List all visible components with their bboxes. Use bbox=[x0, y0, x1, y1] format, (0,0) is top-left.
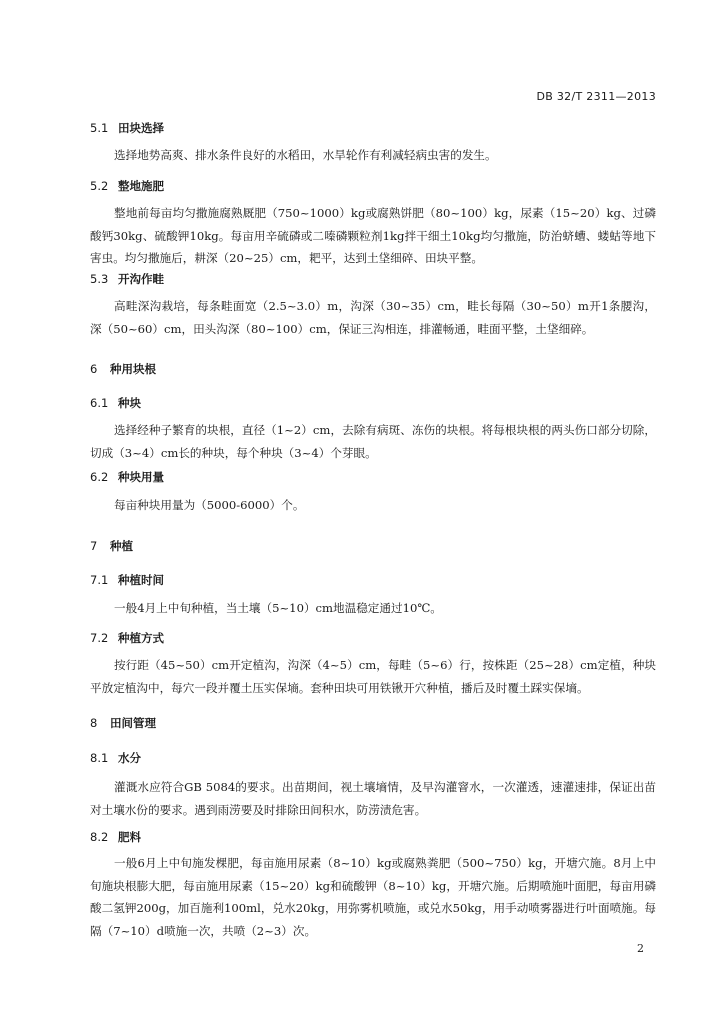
section-heading bbox=[90, 829, 141, 845]
section-number: 5.1 bbox=[90, 121, 109, 135]
section-number: 7.1 bbox=[90, 573, 109, 587]
section-title: 种块 bbox=[118, 396, 141, 410]
chapter-title: 种植 bbox=[110, 539, 133, 553]
section-title: 田块选择 bbox=[118, 121, 164, 135]
chapter-heading bbox=[90, 715, 156, 731]
section-paragraph: 每亩种块用量为（5000-6000）个。 bbox=[114, 498, 305, 512]
section-heading bbox=[90, 750, 141, 766]
section-paragraph: 整地前每亩均匀撒施腐熟厩肥（750~1000）kg或腐熟饼肥（80~100）kg，尿素（15~20）kg、过磷酸钙30kg、硫酸钾10kg。每亩用辛硫磷或二嗪磷颗粒剂1kg拌干细土10kg均匀撒施，防治蛴螬、蝼蛄等地下害虫。均匀撒施后，耕深（20~25）cm，耙平，达到土垡细碎、田块平整。 bbox=[90, 206, 656, 265]
section-number: 7.2 bbox=[90, 631, 109, 645]
section-heading bbox=[90, 120, 164, 136]
section-number: 8.1 bbox=[90, 751, 109, 765]
section-heading bbox=[90, 572, 164, 588]
section-paragraph: 灌溉水应符合GB 5084的要求。出苗期间，视土壤墒情，及早沟灌窨水，一次灌透，速灌速排，保证出苗对土壤水份的要求。遇到雨涝要及时排除田间积水，防涝渍危害。 bbox=[90, 780, 656, 817]
section-heading bbox=[90, 271, 164, 287]
section-paragraph: 一般4月上中旬种植，当土壤（5~10）cm地温稳定通过10℃。 bbox=[114, 601, 442, 615]
page-number: 2 bbox=[637, 942, 644, 955]
chapter-number: 7 bbox=[90, 539, 98, 553]
section-paragraph: 按行距（45~50）cm开定植沟，沟深（4~5）cm，每畦（5~6）行，按株距（25~28）cm定植，种块平放定植沟中，每穴一段并覆土压实保墒。套种田块可用铁锹开穴种植，播后及时覆土踩实保墒。 bbox=[90, 658, 656, 695]
section-heading bbox=[90, 395, 141, 411]
section-title: 开沟作畦 bbox=[118, 272, 164, 286]
chapter-title: 田间管理 bbox=[110, 716, 156, 730]
section-number: 5.2 bbox=[90, 179, 109, 193]
chapter-number: 6 bbox=[90, 362, 98, 376]
section-title: 种植时间 bbox=[118, 573, 164, 587]
section-paragraph: 一般6月上中旬施发棵肥，每亩施用尿素（8~10）kg或腐熟粪肥（500~750）kg，开塘穴施。8月上中旬施块根膨大肥，每亩施用尿素（15~20）kg和硫酸钾（8~10）kg，开塘穴施。后期喷施叶面肥，每亩用磷酸二氢钾200g，加百施利100ml，兑水20kg，用弥雾机喷施，或兑水50kg，用手动喷雾器进行叶面喷施。每隔（7~10）d喷施一次，共喷（2~3）次。 bbox=[90, 856, 656, 938]
section-title: 整地施肥 bbox=[118, 179, 164, 193]
section-number: 5.3 bbox=[90, 272, 109, 286]
section-title: 水分 bbox=[118, 751, 141, 765]
section-paragraph: 高畦深沟栽培，每条畦面宽（2.5~3.0）m，沟深（30~35）cm，畦长每隔（30~50）m开1条腰沟，深（50~60）cm，田头沟深（80~100）cm，保证三沟相连，排灌畅通，畦面平整，土垡细碎。 bbox=[90, 299, 656, 336]
section-heading bbox=[90, 469, 164, 485]
section-paragraph: 选择经种子繁育的块根，直径（1~2）cm，去除有病斑、冻伤的块根。将每根块根的两头伤口部分切除，切成（3~4）cm长的种块，每个种块（3~4）个芽眼。 bbox=[90, 423, 656, 460]
chapter-number: 8 bbox=[90, 716, 98, 730]
section-title: 肥料 bbox=[118, 830, 141, 844]
section-title: 种块用量 bbox=[118, 470, 164, 484]
chapter-title: 种用块根 bbox=[110, 362, 156, 376]
chapter-heading bbox=[90, 538, 133, 554]
section-title: 种植方式 bbox=[118, 631, 164, 645]
section-number: 8.2 bbox=[90, 830, 109, 844]
standard-code: DB 32/T 2311—2013 bbox=[536, 90, 656, 103]
section-heading bbox=[90, 630, 164, 646]
section-paragraph: 选择地势高爽、排水条件良好的水稻田，水旱轮作有利减轻病虫害的发生。 bbox=[114, 148, 497, 162]
section-heading bbox=[90, 178, 164, 194]
section-number: 6.2 bbox=[90, 470, 109, 484]
section-number: 6.1 bbox=[90, 396, 109, 410]
chapter-heading bbox=[90, 361, 156, 377]
